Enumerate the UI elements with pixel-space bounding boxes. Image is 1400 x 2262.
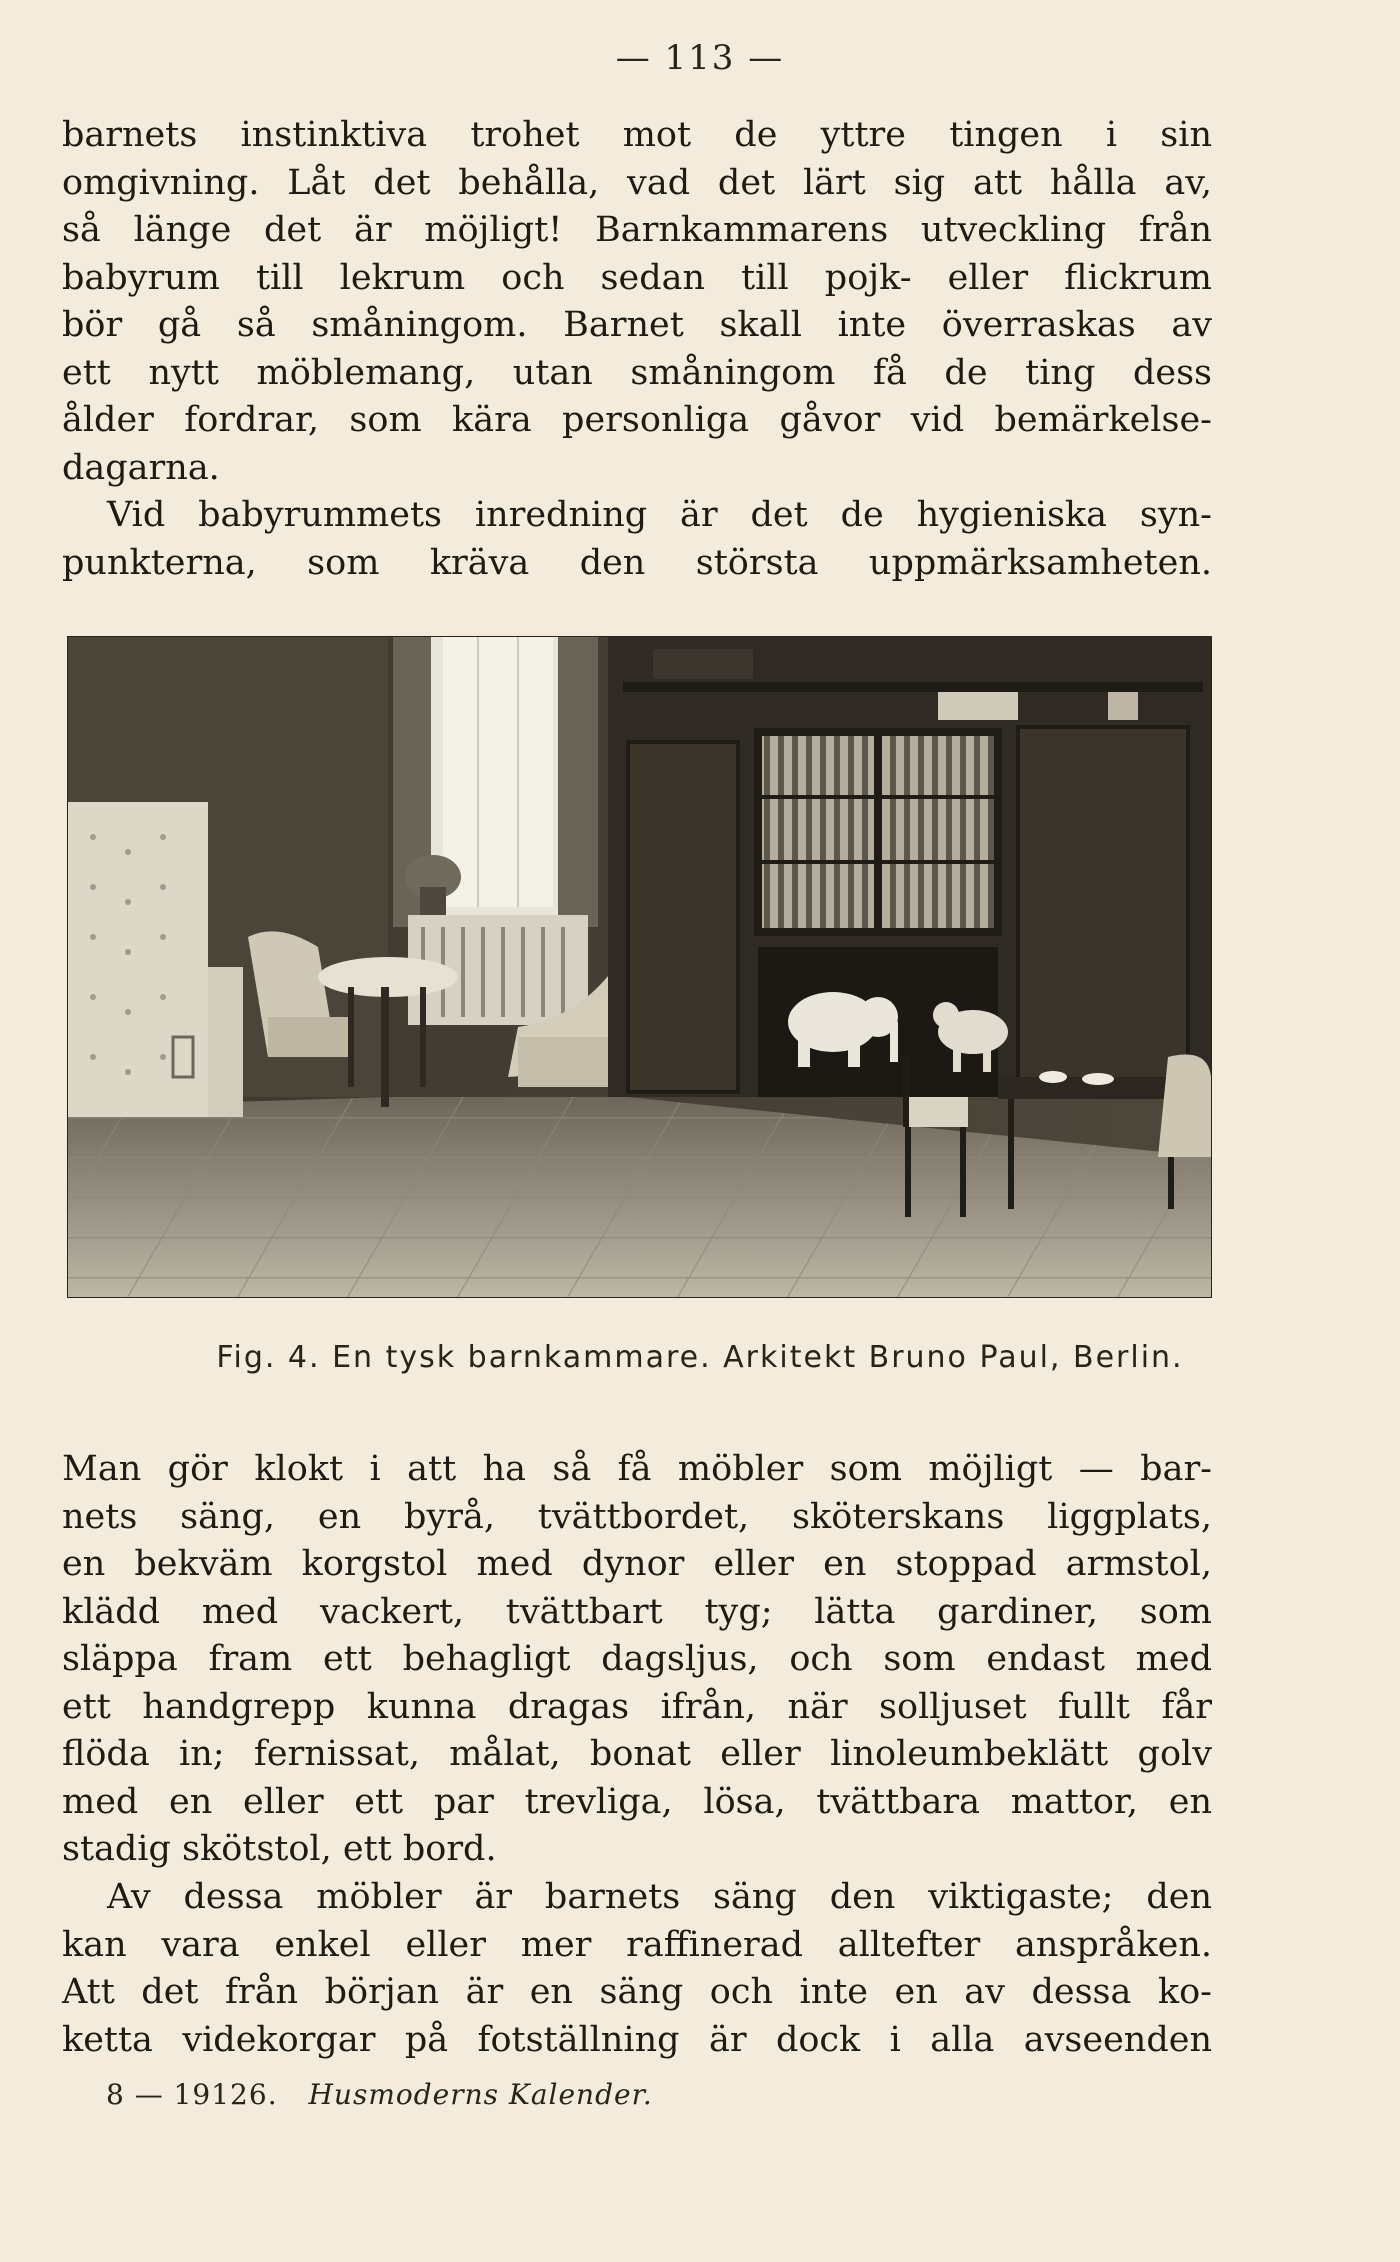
nursery-photo-illustration: [68, 637, 1211, 1297]
figure-photo-nursery: [68, 637, 1211, 1297]
page-footer: [106, 2078, 653, 2111]
text-line: omgivning. Låt det behålla, vad det lärt sig att hålla av,: [62, 162, 1212, 203]
page-number: — 113 —: [615, 38, 785, 78]
text-line: ett handgrepp kunna dragas ifrån, när solljuset fullt får: [62, 1686, 1212, 1727]
text-line: en bekväm korgstol med dynor eller en stoppad armstol,: [62, 1544, 1212, 1584]
text-line: dagarna.: [62, 447, 220, 488]
text-line: Man gör klokt i att ha så få möbler som möjligt — bar-: [62, 1449, 1212, 1489]
text-line: nets säng, en byrå, tvättbordet, sköterskans liggplats,: [62, 1496, 1212, 1537]
text-line: Av dessa möbler är barnets säng den viktigaste; den: [107, 1877, 1212, 1917]
text-line: bör gå så småningom. Barnet skall inte överraskas av: [62, 305, 1212, 345]
text-line: Vid babyrummets inredning är det de hygieniska syn-: [107, 495, 1212, 535]
paragraph-fourth: [62, 1874, 1212, 2064]
text-line: Att det från början är en säng och inte en av dessa ko-: [62, 1972, 1212, 2012]
text-line: barnets instinktiva trohet mot de yttre tingen i sin: [62, 115, 1212, 155]
signature-mark: 8 — 19126.: [106, 2078, 278, 2111]
text-line: så länge det är möjligt! Barnkammarens utveckling från: [62, 210, 1212, 250]
text-line: släppa fram ett behagligt dagsljus, och som endast med: [62, 1639, 1212, 1679]
text-line: ketta videkorgar på fotställning är dock i alla avseenden: [62, 2019, 1212, 2060]
text-line: ålder fordrar, som kära personliga gåvor vid bemärkelse-: [62, 400, 1212, 440]
text-line: kan vara enkel eller mer raffinerad alltefter anspråken.: [62, 1924, 1212, 1965]
text-line: ett nytt möblemang, utan småningom få de ting dess: [62, 352, 1212, 393]
text-line: klädd med vackert, tvättbart tyg; lätta gardiner, som: [62, 1591, 1212, 1632]
figure-caption: Fig. 4. En tysk barnkammare. Arkitekt Bruno Paul, Berlin.: [216, 1340, 1184, 1375]
text-line: punkterna, som kräva den största uppmärksamheten.: [62, 542, 1212, 583]
text-line: med en eller ett par trevliga, lösa, tvättbara mattor, en: [62, 1781, 1212, 1822]
text-line: babyrum till lekrum och sedan till pojk- eller flickrum: [62, 257, 1212, 298]
paragraph-third: [62, 1446, 1212, 1874]
text-line: flöda in; fernissat, målat, bonat eller linoleumbeklätt golv: [62, 1734, 1212, 1774]
publication-title: Husmoderns Kalender.: [308, 2078, 653, 2111]
paragraph-top: [62, 112, 1212, 492]
paragraph-second: [62, 492, 1212, 587]
text-line: stadig skötstol, ett bord.: [62, 1829, 497, 1869]
